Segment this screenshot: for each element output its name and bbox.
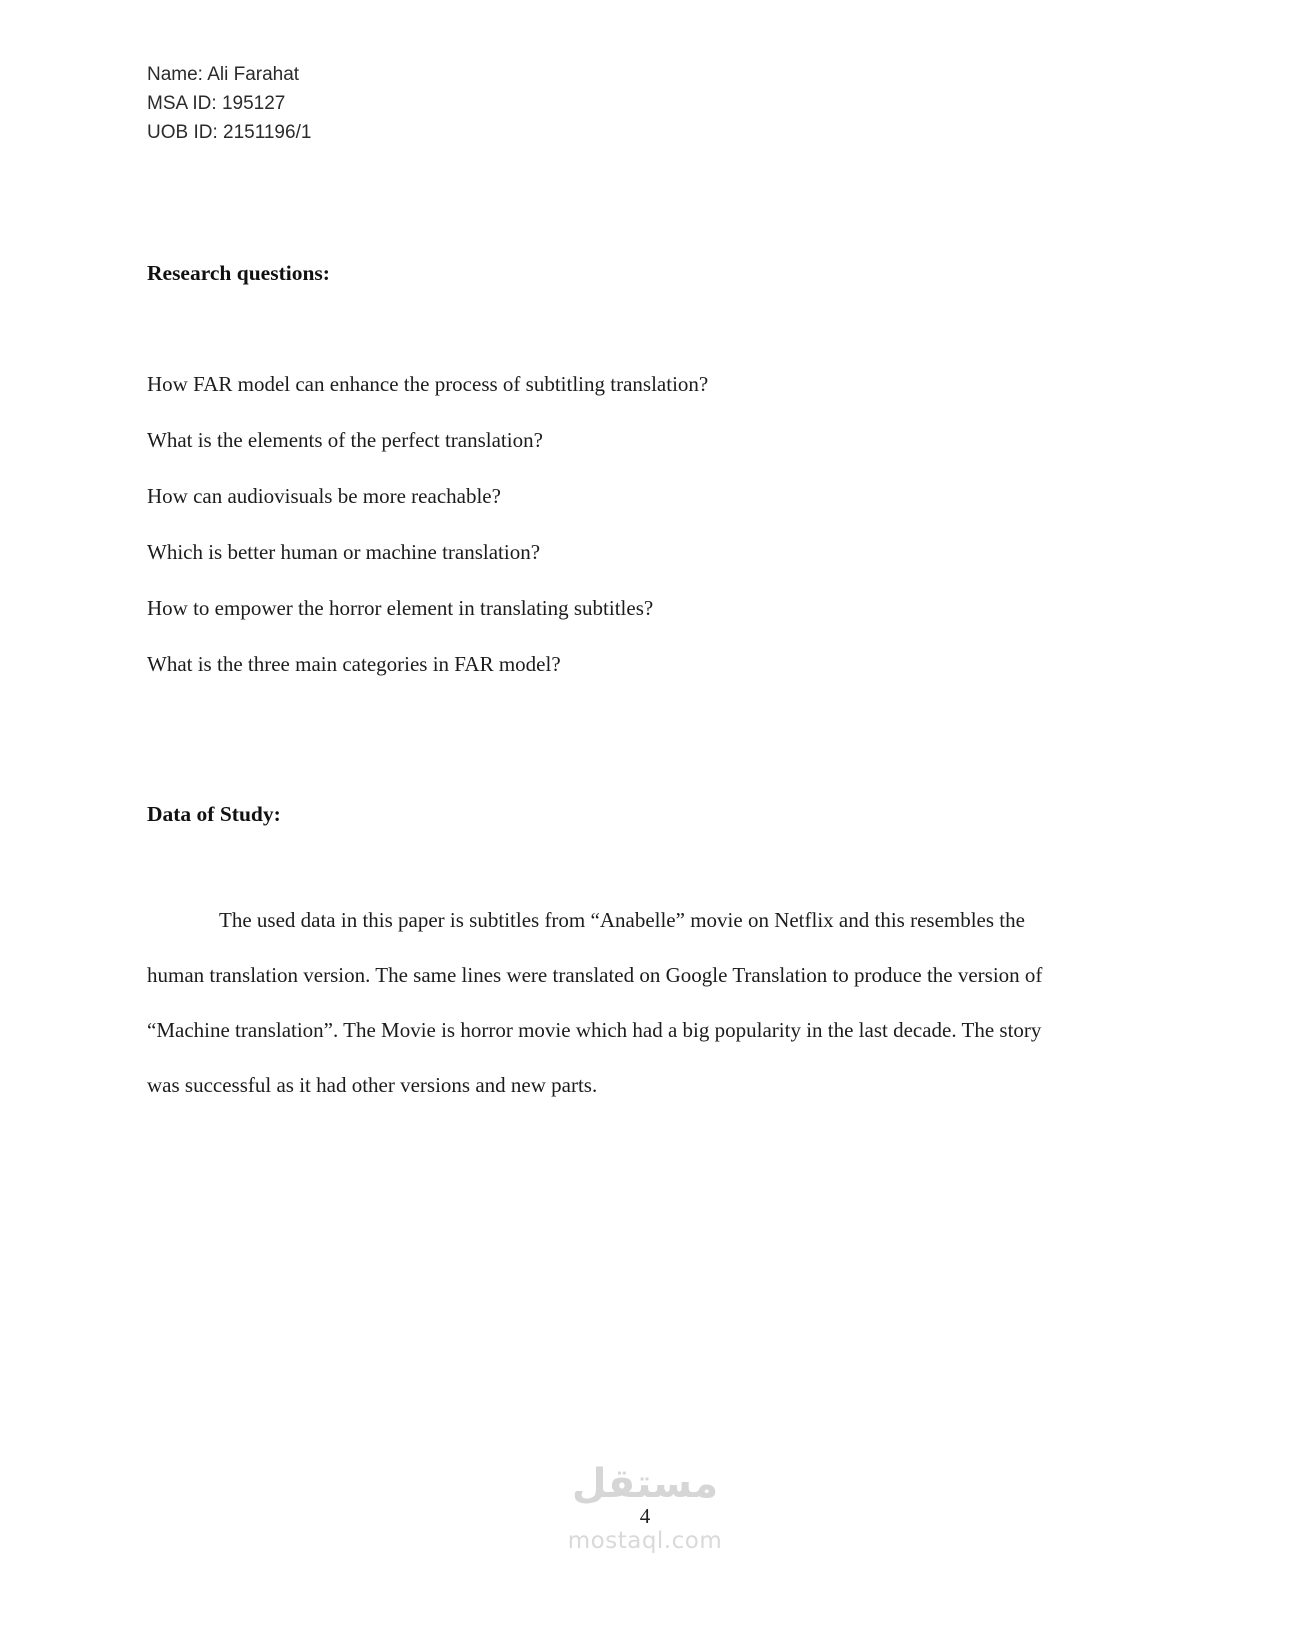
student-uob-id: UOB ID: 2151196/1 [147, 122, 312, 143]
student-info-block [147, 60, 1145, 147]
research-question: What is the elements of the perfect translation? [147, 428, 543, 452]
watermark-domain-text: mostaql.com [567, 1528, 723, 1554]
student-msa-id: MSA ID: 195127 [147, 93, 286, 114]
watermark-arabic-logo: مستقل [571, 1461, 719, 1507]
data-of-study-heading: Data of Study: [147, 802, 281, 826]
research-questions-heading: Research questions: [147, 261, 330, 285]
research-question: How to empower the horror element in translating subtitles? [147, 596, 654, 620]
research-questions-list [147, 372, 1145, 676]
page-number: 4 [639, 1504, 651, 1528]
research-question: How FAR model can enhance the process of subtitling translation? [147, 372, 709, 396]
research-question: How can audiovisuals be more reachable? [147, 484, 501, 508]
research-question: Which is better human or machine translation? [147, 540, 541, 564]
research-question: What is the three main categories in FAR model? [147, 652, 561, 676]
page-footer [0, 1462, 1290, 1554]
student-name: Name: Ali Farahat [147, 64, 300, 85]
data-of-study-paragraph: The used data in this paper is subtitles from “Anabelle” movie on Netflix and this resembles the human translation version. The same lines were translated on Google Translation to produce the version of “Machine translation”. The Movie is horror movie which had a big popularity in the last decade. The story was successful as it had other versions and new parts. [147, 908, 1043, 1097]
